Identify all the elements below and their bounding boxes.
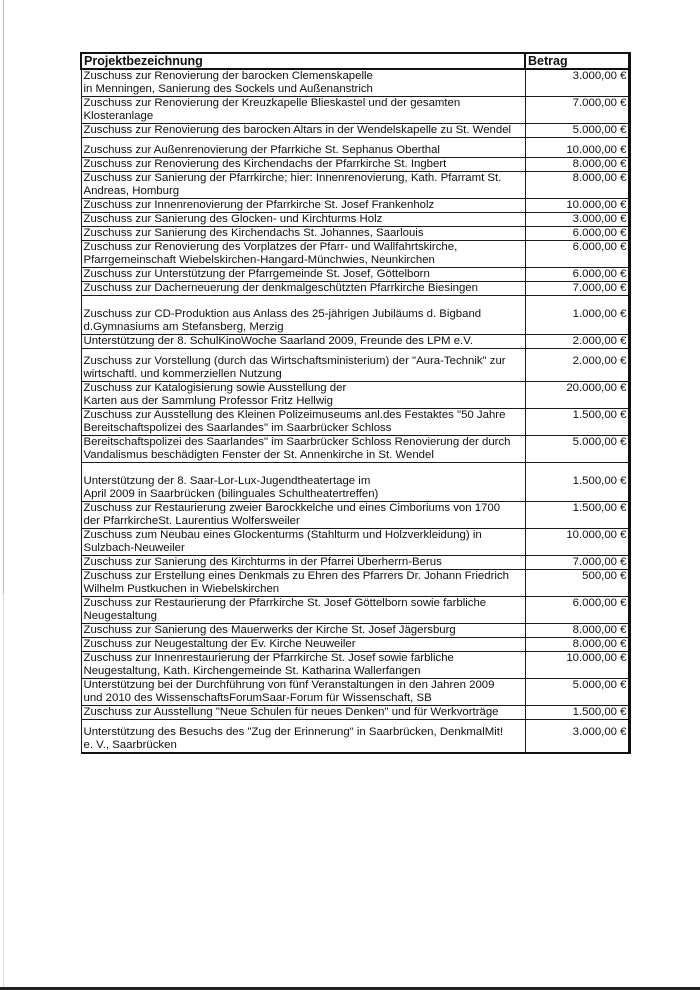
- project-description: Zuschuss zur Renovierung der Kreuzkapelle Blieskastel und der gesamten Klosteranlage: [81, 97, 525, 124]
- project-description: Zuschuss zur Restaurierung zweier Barockkelche und eines Cimboriums von 1700 der PfarrkircheSt. Laurentius Wolfersweiler: [81, 502, 525, 529]
- table-row: [81, 502, 629, 529]
- table-row: [81, 463, 629, 502]
- project-amount: 8.000,00 €: [525, 172, 629, 199]
- project-amount: 10.000,00 €: [525, 529, 629, 556]
- project-amount: 7.000,00 €: [525, 97, 629, 124]
- funding-table-container: [80, 52, 628, 754]
- project-amount: 5.000,00 €: [525, 436, 629, 463]
- table-body: [81, 69, 629, 753]
- project-description: Zuschuss zur Innenrestaurierung der Pfarrkirche St. Josef sowie farbliche Neugestaltung, Kath. Kirchengemeinde St. Katharina Wallerfangen: [81, 652, 525, 679]
- project-amount: 1.000,00 €: [525, 296, 629, 335]
- project-description: Zuschuss zur Erstellung eines Denkmals zu Ehren des Pfarrers Dr. Johann Friedrich Wilhelm Pustkuchen in Wiebelskirchen: [81, 570, 525, 597]
- header-project: Projektbezeichnung: [81, 53, 525, 69]
- table-row: [81, 706, 629, 720]
- project-description: Zuschuss zur Renovierung des Vorplatzes der Pfarr- und Wallfahrtskirche, Pfarrgemeinschaft Wiebelskirchen-Hangard-Münchwies, Neunkirchen: [81, 241, 525, 268]
- table-row: [81, 679, 629, 706]
- project-amount: 10.000,00 €: [525, 652, 629, 679]
- project-description: Zuschuss zur Katalogisierung sowie Ausstellung der Karten aus der Sammlung Professor Fritz Hellwig: [81, 382, 525, 409]
- project-amount: 7.000,00 €: [525, 556, 629, 570]
- project-description: Unterstützung bei der Durchführung von fünf Veranstaltungen in den Jahren 2009 und 2010 des WissenschaftsForumSaar-Forum für Wissenschaft, SB: [81, 679, 525, 706]
- project-amount: 3.000,00 €: [525, 213, 629, 227]
- table-row: [81, 241, 629, 268]
- project-description: Zuschuss zum Neubau eines Glockenturms (Stahlturm und Holzverkleidung) in Sulzbach-Neuweiler: [81, 529, 525, 556]
- project-amount: 8.000,00 €: [525, 158, 629, 172]
- table-row: [81, 720, 629, 754]
- project-amount: 8.000,00 €: [525, 624, 629, 638]
- project-description: Zuschuss zur Sanierung des Kirchendachs St. Johannes, Saarlouis: [81, 227, 525, 241]
- page-left-edge: [3, 0, 4, 990]
- project-amount: 7.000,00 €: [525, 282, 629, 296]
- table-header-row: [81, 53, 629, 69]
- project-description: Zuschuss zur Vorstellung (durch das Wirtschaftsministerium) der "Aura-Technik" zur wirtschaftl. und kommerziellen Nutzung: [81, 349, 525, 382]
- project-amount: 5.000,00 €: [525, 679, 629, 706]
- project-amount: 3.000,00 €: [525, 69, 629, 97]
- project-amount: 6.000,00 €: [525, 268, 629, 282]
- table-row: [81, 382, 629, 409]
- project-amount: 6.000,00 €: [525, 241, 629, 268]
- table-row: [81, 597, 629, 624]
- project-description: Zuschuss zur Restaurierung der Pfarrkirche St. Josef Göttelborn sowie farbliche Neugestaltung: [81, 597, 525, 624]
- project-description: Bereitschaftspolizei des Saarlandes" im Saarbrücker Schloss Renovierung der durch Vandalismus beschädigten Fenster der St. Annenkirche in St. Wendel: [81, 436, 525, 463]
- table-row: [81, 213, 629, 227]
- project-amount: 20.000,00 €: [525, 382, 629, 409]
- project-amount: 8.000,00 €: [525, 638, 629, 652]
- table-row: [81, 638, 629, 652]
- table-row: [81, 69, 629, 97]
- header-amount: Betrag: [525, 53, 629, 69]
- table-row: [81, 97, 629, 124]
- project-description: Zuschuss zur Renovierung der barocken Clemenskapelle in Menningen, Sanierung des Sockels und Außenanstrich: [81, 69, 525, 97]
- project-amount: 2.000,00 €: [525, 349, 629, 382]
- table-row: [81, 199, 629, 213]
- table-row: [81, 124, 629, 138]
- project-description: Unterstützung des Besuchs des "Zug der Erinnerung" in Saarbrücken, DenkmalMit! e. V., Saarbrücken: [81, 720, 525, 754]
- project-description: Zuschuss zur Renovierung des barocken Altars in der Wendelskapelle zu St. Wendel: [81, 124, 525, 138]
- project-amount: 6.000,00 €: [525, 227, 629, 241]
- table-row: [81, 436, 629, 463]
- project-amount: 1.500,00 €: [525, 409, 629, 436]
- table-row: [81, 529, 629, 556]
- table-row: [81, 268, 629, 282]
- project-description: Zuschuss zur Unterstützung der Pfarrgemeinde St. Josef, Göttelborn: [81, 268, 525, 282]
- table-row: [81, 227, 629, 241]
- project-description: Unterstützung der 8. SchulKinoWoche Saarland 2009, Freunde des LPM e.V.: [81, 335, 525, 349]
- project-description: Zuschuss zur Innenrenovierung der Pfarrkirche St. Josef Frankenholz: [81, 199, 525, 213]
- project-description: Zuschuss zur Sanierung des Mauerwerks der Kirche St. Josef Jägersburg: [81, 624, 525, 638]
- project-amount: 2.000,00 €: [525, 335, 629, 349]
- project-description: Zuschuss zur Dacherneuerung der denkmalgeschützten Pfarrkirche Biesingen: [81, 282, 525, 296]
- project-amount: 1.500,00 €: [525, 463, 629, 502]
- project-description: Zuschuss zur CD-Produktion aus Anlass des 25-jährigen Jubiläums d. Bigband d.Gymnasiums am Stefansberg, Merzig: [81, 296, 525, 335]
- table-row: [81, 158, 629, 172]
- project-amount: 5.000,00 €: [525, 124, 629, 138]
- project-description: Zuschuss zur Sanierung des Kirchturms in der Pfarrei Überherrn-Berus: [81, 556, 525, 570]
- project-amount: 10.000,00 €: [525, 199, 629, 213]
- project-description: Zuschuss zur Neugestaltung der Ev. Kirche Neuweiler: [81, 638, 525, 652]
- table-row: [81, 335, 629, 349]
- table-row: [81, 138, 629, 158]
- project-description: Zuschuss zur Ausstellung "Neue Schulen für neues Denken" und für Werkvorträge: [81, 706, 525, 720]
- project-description: Unterstützung der 8. Saar-Lor-Lux-Jugendtheatertage im April 2009 in Saarbrücken (bilinguales Schultheatertreffen): [81, 463, 525, 502]
- project-description: Zuschuss zur Sanierung der Pfarrkirche; hier: Innenrenovierung, Kath. Pfarramt St. Andreas, Homburg: [81, 172, 525, 199]
- project-amount: 6.000,00 €: [525, 597, 629, 624]
- table-row: [81, 624, 629, 638]
- funding-table: [80, 52, 631, 754]
- table-row: [81, 409, 629, 436]
- table-row: [81, 652, 629, 679]
- table-row: [81, 172, 629, 199]
- project-amount: 10.000,00 €: [525, 138, 629, 158]
- project-description: Zuschuss zur Renovierung des Kirchendachs der Pfarrkirche St. Ingbert: [81, 158, 525, 172]
- table-row: [81, 296, 629, 335]
- project-amount: 1.500,00 €: [525, 706, 629, 720]
- table-row: [81, 556, 629, 570]
- project-amount: 3.000,00 €: [525, 720, 629, 754]
- project-description: Zuschuss zur Ausstellung des Kleinen Polizeimuseums anl.des Festaktes "50 Jahre Bereitschaftspolizei des Saarlandes" im Saarbrücker Schloss: [81, 409, 525, 436]
- project-description: Zuschuss zur Außenrenovierung der Pfarrkiche St. Sephanus Oberthal: [81, 138, 525, 158]
- project-amount: 500,00 €: [525, 570, 629, 597]
- table-row: [81, 282, 629, 296]
- table-row: [81, 349, 629, 382]
- table-row: [81, 570, 629, 597]
- project-amount: 1.500,00 €: [525, 502, 629, 529]
- project-description: Zuschuss zur Sanierung des Glocken- und Kirchturms Holz: [81, 213, 525, 227]
